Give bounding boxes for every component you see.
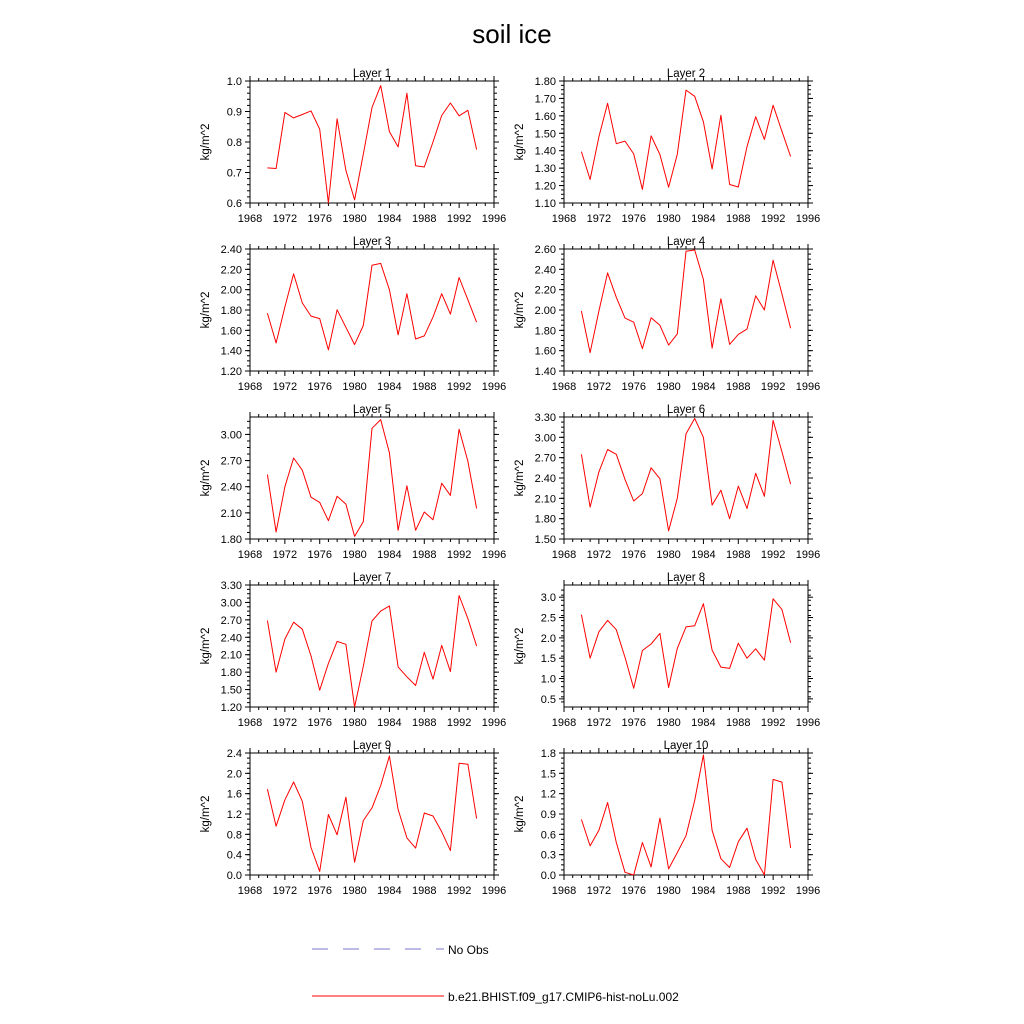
panel-title: Layer 2 [666, 68, 706, 80]
x-tick-label: 1984 [377, 885, 402, 897]
y-tick-label: 0.5 [540, 693, 556, 706]
x-tick-label: 1972 [272, 885, 298, 897]
x-tick-label: 1996 [795, 717, 821, 729]
y-tick-label: 0.0 [226, 870, 242, 882]
panel-title: Layer 7 [352, 572, 392, 584]
panel-layer-1 [200, 68, 506, 225]
x-tick-label: 1996 [481, 549, 507, 561]
y-tick-label: 1.40 [534, 366, 556, 378]
y-tick-label: 3.00 [220, 597, 242, 610]
y-axis-label: kg/m^2 [200, 795, 212, 833]
x-tick-label: 1988 [726, 381, 751, 393]
x-tick-label: 1996 [481, 717, 507, 729]
chart-title: soil ice [472, 19, 552, 49]
y-tick-label: 2.10 [220, 507, 242, 520]
x-tick-label: 1992 [760, 381, 786, 393]
plot-frame [250, 585, 494, 707]
y-tick-label: 0.8 [226, 829, 242, 842]
y-tick-label: 0.9 [540, 809, 556, 821]
x-tick-label: 1976 [307, 381, 332, 393]
x-tick-label: 1976 [621, 885, 646, 897]
panel-title: Layer 9 [352, 740, 392, 752]
x-tick-label: 1968 [237, 549, 263, 561]
plot-frame [564, 753, 808, 875]
x-tick-label: 1980 [656, 213, 681, 225]
y-axis-label: kg/m^2 [514, 795, 526, 833]
x-tick-label: 1992 [760, 549, 786, 561]
y-tick-label: 1.20 [220, 702, 242, 714]
y-tick-label: 1.8 [540, 748, 556, 760]
y-tick-label: 2.20 [534, 284, 556, 297]
y-tick-label: 1.5 [540, 768, 556, 781]
x-tick-label: 1972 [586, 213, 612, 225]
y-tick-label: 3.0 [540, 592, 556, 605]
x-tick-label: 1984 [377, 549, 402, 561]
y-tick-label: 2.60 [534, 244, 556, 256]
x-tick-label: 1968 [551, 885, 577, 897]
x-tick-label: 1996 [481, 381, 507, 393]
y-tick-label: 1.80 [220, 667, 242, 680]
plot-frame [564, 585, 808, 707]
y-tick-label: 2.4 [226, 748, 242, 760]
x-tick-label: 1972 [272, 549, 298, 561]
panel-title: Layer 8 [666, 572, 706, 584]
panel-layer-7 [200, 572, 506, 729]
y-tick-label: 2.40 [220, 632, 242, 645]
x-tick-label: 1984 [691, 717, 716, 729]
x-tick-label: 1996 [795, 885, 821, 897]
y-tick-label: 1.60 [534, 345, 556, 358]
y-tick-label: 2.00 [534, 305, 556, 317]
x-tick-label: 1996 [481, 213, 507, 225]
y-tick-label: 1.20 [534, 180, 556, 193]
x-tick-label: 1980 [656, 717, 681, 729]
y-tick-label: 1.10 [534, 198, 556, 210]
plot-frame [250, 81, 494, 203]
x-tick-label: 1992 [446, 717, 472, 729]
x-tick-label: 1980 [342, 549, 367, 561]
y-tick-label: 1.70 [534, 93, 556, 106]
x-tick-label: 1988 [412, 549, 437, 561]
series-line [267, 263, 476, 350]
y-tick-label: 1.60 [534, 110, 556, 123]
panel-title: Layer 5 [352, 404, 392, 416]
y-tick-label: 0.6 [226, 198, 242, 210]
x-tick-label: 1996 [795, 213, 821, 225]
y-tick-label: 1.30 [534, 163, 556, 176]
x-tick-label: 1992 [760, 213, 786, 225]
y-tick-label: 1.0 [226, 76, 242, 88]
y-tick-label: 2.40 [220, 244, 242, 256]
y-tick-label: 2.40 [534, 264, 556, 277]
y-tick-label: 0.3 [540, 849, 556, 862]
y-tick-label: 2.70 [220, 455, 242, 468]
y-tick-label: 1.80 [220, 305, 242, 317]
x-tick-label: 1976 [307, 549, 332, 561]
series-line [581, 599, 790, 689]
y-tick-label: 1.50 [534, 128, 556, 141]
y-axis-label: kg/m^2 [200, 459, 212, 497]
x-tick-label: 1992 [446, 381, 472, 393]
x-tick-label: 1984 [377, 717, 402, 729]
series-line [267, 756, 476, 871]
x-tick-label: 1984 [377, 381, 402, 393]
y-axis-label: kg/m^2 [514, 123, 526, 161]
y-tick-label: 0.4 [226, 849, 242, 862]
x-tick-label: 1968 [551, 381, 577, 393]
x-tick-label: 1968 [237, 213, 263, 225]
y-tick-label: 0.0 [540, 870, 556, 882]
y-tick-label: 2.70 [220, 614, 242, 627]
y-tick-label: 1.60 [220, 325, 242, 338]
y-tick-label: 1.2 [226, 809, 242, 821]
x-tick-label: 1976 [621, 213, 646, 225]
series-line [581, 755, 790, 875]
panel-layer-10 [514, 740, 820, 897]
x-tick-label: 1988 [412, 717, 437, 729]
y-tick-label: 3.00 [534, 432, 556, 445]
x-tick-label: 1980 [342, 213, 367, 225]
y-tick-label: 1.80 [534, 76, 556, 88]
x-tick-label: 1988 [412, 885, 437, 897]
y-tick-label: 2.40 [534, 473, 556, 485]
y-tick-label: 0.6 [540, 829, 556, 842]
x-tick-label: 1968 [237, 381, 263, 393]
y-tick-label: 2.0 [540, 632, 556, 645]
x-tick-label: 1988 [726, 213, 751, 225]
x-tick-label: 1988 [726, 717, 751, 729]
x-tick-label: 1976 [621, 717, 646, 729]
x-tick-label: 1980 [342, 717, 367, 729]
x-tick-label: 1972 [272, 381, 298, 393]
panel-title: Layer 4 [666, 236, 706, 248]
y-tick-label: 3.30 [220, 580, 242, 592]
y-tick-label: 1.80 [220, 534, 242, 546]
legend-series-label: b.e21.BHIST.f09_g17.CMIP6-hist-noLu.002 [448, 990, 679, 1004]
y-axis-label: kg/m^2 [200, 291, 212, 329]
y-tick-label: 1.50 [534, 534, 556, 546]
x-tick-label: 1976 [621, 549, 646, 561]
y-tick-label: 1.20 [220, 366, 242, 378]
x-tick-label: 1992 [446, 213, 472, 225]
series-line [581, 418, 790, 531]
x-tick-label: 1980 [656, 885, 681, 897]
series-line [267, 596, 476, 708]
y-tick-label: 2.5 [540, 612, 556, 625]
x-tick-label: 1988 [726, 885, 751, 897]
x-tick-label: 1972 [272, 213, 298, 225]
panel-title: Layer 6 [666, 404, 706, 416]
y-tick-label: 0.7 [226, 167, 242, 180]
panel-layer-2 [514, 68, 820, 225]
panel-layer-5 [200, 404, 506, 561]
y-tick-label: 0.8 [226, 137, 242, 149]
panel-layer-9 [200, 740, 506, 897]
x-tick-label: 1972 [272, 717, 298, 729]
x-tick-label: 1988 [412, 213, 437, 225]
x-tick-label: 1996 [795, 381, 821, 393]
x-tick-label: 1976 [307, 885, 332, 897]
x-tick-label: 1984 [377, 213, 402, 225]
x-tick-label: 1984 [691, 213, 716, 225]
panel-title: Layer 1 [352, 68, 392, 80]
x-tick-label: 1992 [446, 885, 472, 897]
y-axis-label: kg/m^2 [514, 291, 526, 329]
x-tick-label: 1968 [551, 549, 577, 561]
panel-layer-8 [514, 572, 820, 729]
x-tick-label: 1984 [691, 549, 716, 561]
x-tick-label: 1996 [481, 885, 507, 897]
panel-layer-6 [514, 404, 820, 561]
y-tick-label: 2.40 [220, 481, 242, 494]
x-tick-label: 1968 [551, 213, 577, 225]
y-tick-label: 1.80 [534, 325, 556, 338]
y-tick-label: 1.5 [540, 653, 556, 666]
panels [200, 68, 820, 897]
series-line [581, 250, 790, 353]
y-tick-label: 3.00 [220, 429, 242, 442]
x-tick-label: 1976 [621, 381, 646, 393]
y-tick-label: 2.10 [220, 649, 242, 662]
x-tick-label: 1980 [342, 381, 367, 393]
panel-layer-3 [200, 236, 506, 393]
legend-no-obs-label: No Obs [448, 943, 489, 957]
x-tick-label: 1992 [760, 885, 786, 897]
x-tick-label: 1988 [726, 549, 751, 561]
y-axis-label: kg/m^2 [514, 627, 526, 665]
x-tick-label: 1976 [307, 717, 332, 729]
panel-title: Layer 3 [352, 236, 392, 248]
y-tick-label: 1.6 [226, 788, 242, 801]
y-tick-label: 3.30 [534, 412, 556, 424]
x-tick-label: 1992 [760, 717, 786, 729]
panel-title: Layer 10 [663, 740, 709, 752]
y-tick-label: 1.80 [534, 513, 556, 526]
y-tick-label: 1.0 [540, 673, 556, 686]
x-tick-label: 1984 [691, 381, 716, 393]
plot-frame [250, 753, 494, 875]
y-tick-label: 1.40 [534, 145, 556, 158]
y-tick-label: 1.40 [220, 345, 242, 358]
y-tick-label: 1.50 [220, 684, 242, 697]
x-tick-label: 1988 [412, 381, 437, 393]
x-tick-label: 1980 [656, 381, 681, 393]
y-tick-label: 1.2 [540, 788, 556, 801]
x-tick-label: 1972 [586, 549, 612, 561]
series-line [267, 420, 476, 537]
x-tick-label: 1976 [307, 213, 332, 225]
x-tick-label: 1984 [691, 885, 716, 897]
y-axis-label: kg/m^2 [200, 627, 212, 665]
y-tick-label: 2.70 [534, 452, 556, 465]
x-tick-label: 1972 [586, 717, 612, 729]
x-tick-label: 1968 [237, 717, 263, 729]
x-tick-label: 1980 [656, 549, 681, 561]
y-tick-label: 0.9 [226, 106, 242, 119]
y-axis-label: kg/m^2 [200, 123, 212, 161]
panel-layer-4 [514, 236, 820, 393]
y-axis-label: kg/m^2 [514, 459, 526, 497]
y-tick-label: 2.20 [220, 264, 242, 277]
x-tick-label: 1972 [586, 885, 612, 897]
x-tick-label: 1968 [551, 717, 577, 729]
x-tick-label: 1968 [237, 885, 263, 897]
legend [312, 943, 679, 1004]
plot-frame [564, 81, 808, 203]
y-tick-label: 2.10 [534, 493, 556, 506]
series-line [267, 86, 476, 203]
x-tick-label: 1992 [446, 549, 472, 561]
series-line [581, 90, 790, 189]
y-tick-label: 2.0 [226, 768, 242, 781]
y-tick-label: 2.00 [220, 284, 242, 297]
plot-frame [250, 417, 494, 539]
x-tick-label: 1996 [795, 549, 821, 561]
x-tick-label: 1972 [586, 381, 612, 393]
x-tick-label: 1980 [342, 885, 367, 897]
